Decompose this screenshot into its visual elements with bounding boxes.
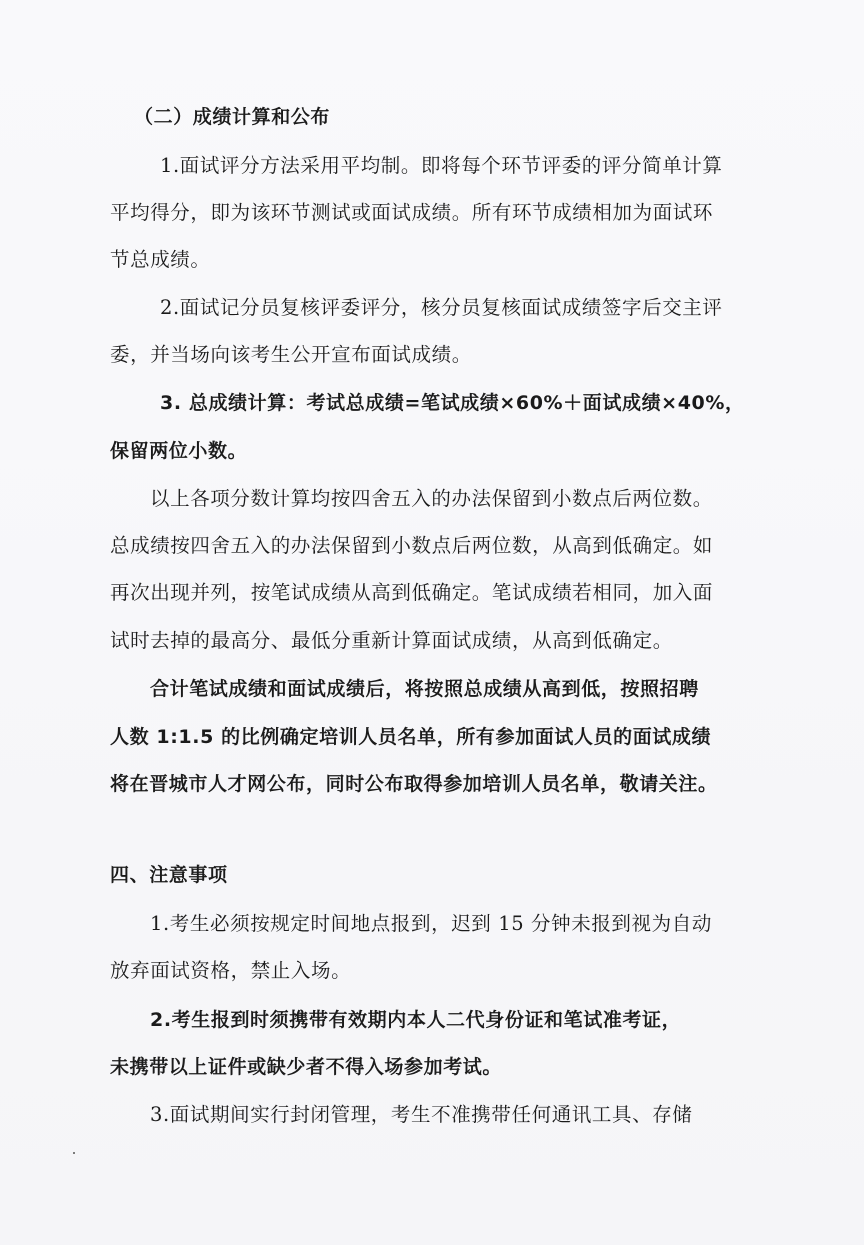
rounding-line1: 以上各项分数计算均按四舍五入的办法保留到小数点后两位数。: [150, 487, 713, 510]
notes-item3-line1: 3.面试期间实行封闭管理，考生不准携带任何通讯工具、存储: [150, 1103, 693, 1126]
section-heading-score-calculation: （二）成绩计算和公布: [134, 106, 331, 128]
rounding-line4: 试时去掉的最高分、最低分重新计算面试成绩，从高到低确定。: [110, 629, 673, 652]
notes-item2-line2: 未携带以上证件或缺少者不得入场参加考试。: [110, 1056, 503, 1078]
total-line3: 将在晋城市人才网公布，同时公布取得参加培训人员名单，敬请关注。: [110, 773, 718, 795]
total-line2: 人数 1:1.5 的比例确定培训人员名单，所有参加面试人员的面试成绩: [110, 726, 712, 748]
notes-item1-line2: 放弃面试资格，禁止入场。: [110, 959, 352, 982]
rounding-line2: 总成绩按四舍五入的办法保留到小数点后两位数，从高到低确定。如: [110, 534, 714, 557]
item2-line1: 2.面试记分员复核评委评分，核分员复核面试成绩签字后交主评: [160, 296, 723, 319]
rounding-line3: 再次出现并列，按笔试成绩从高到低确定。笔试成绩若相同，加入面: [110, 581, 714, 604]
item1-line3: 节总成绩。: [110, 248, 211, 271]
item2-line2: 委，并当场向该考生公开宣布面试成绩。: [110, 343, 472, 366]
item3-line1: 3. 总成绩计算：考试总成绩=笔试成绩×60%＋面试成绩×40%，: [160, 392, 745, 414]
notes-item2-line1: 2.考生报到时须携带有效期内本人二代身份证和笔试准考证，: [150, 1009, 682, 1031]
scan-speck: [73, 1152, 75, 1154]
section-heading-notes: 四、注意事项: [110, 864, 228, 886]
notes-item1-line1: 1.考生必须按规定时间地点报到，迟到 15 分钟未报到视为自动: [150, 912, 712, 935]
total-line1: 合计笔试成绩和面试成绩后，将按照总成绩从高到低，按照招聘: [150, 678, 699, 700]
item3-line2: 保留两位小数。: [110, 440, 248, 462]
item1-line2: 平均得分，即为该环节测试或面试成绩。所有环节成绩相加为面试环: [110, 201, 714, 224]
item1-line1: 1.面试评分方法采用平均制。即将每个环节评委的评分简单计算: [160, 154, 723, 177]
